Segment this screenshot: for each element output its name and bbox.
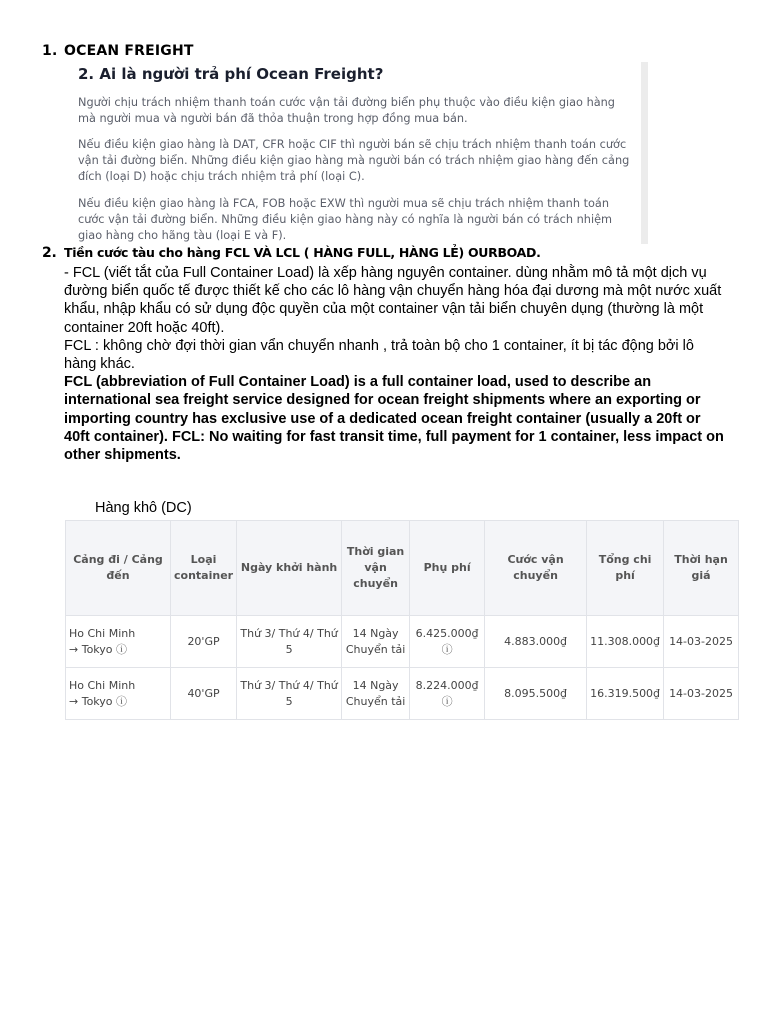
embedded-screenshot xyxy=(64,62,648,244)
table-header-row xyxy=(66,521,739,616)
table-row xyxy=(66,616,739,668)
header-departure: Ngày khởi hành xyxy=(237,521,342,616)
total-cell: 11.308.000₫ xyxy=(587,616,664,668)
route-origin: Ho Chi Minh xyxy=(69,678,136,692)
header-transit: Thời gian vận chuyển xyxy=(342,521,410,616)
container-cell: 40'GP xyxy=(171,668,237,720)
section-1-heading xyxy=(42,43,194,59)
route-destination[interactable]: → Tokyo ⓘ xyxy=(69,694,128,708)
section-1-title: OCEAN FREIGHT xyxy=(64,43,194,59)
header-total: Tổng chi phí xyxy=(587,521,664,616)
header-validity: Thời hạn giá xyxy=(664,521,739,616)
header-surcharge: Phụ phí xyxy=(410,521,485,616)
table-row xyxy=(66,668,739,720)
embedded-paragraph-2: Nếu điều kiện giao hàng là DAT, CFR hoặc CIF thì người bán sẽ chịu trách nhiệm thanh toán cước vận tải đường biển. Những điều kiện giao hàng mà người bán có trách nhiệm giao hàng đến cảng đích (loại D) hoặc chịu trách nhiệm trả phí (loại C). xyxy=(78,138,630,183)
fcl-benefits-vi: FCL : không chờ đợi thời gian vẩn chuyển nhanh , trả toàn bộ cho 1 container, ít bị tác động bởi lô hàng khác. xyxy=(64,337,694,373)
departure-cell: Thứ 3/ Thứ 4/ Thứ 5 xyxy=(237,616,342,668)
header-route: Cảng đi / Cảng đến xyxy=(66,521,171,616)
freight-cell: 8.095.500₫ xyxy=(485,668,587,720)
surcharge-cell[interactable]: 6.425.000₫ ⓘ xyxy=(410,616,485,668)
freight-cell: 4.883.000₫ xyxy=(485,616,587,668)
total-cell: 16.319.500₫ xyxy=(587,668,664,720)
embedded-title: 2. Ai là người trả phí Ocean Freight? xyxy=(78,65,384,83)
container-cell: 20'GP xyxy=(171,616,237,668)
section-2-heading xyxy=(42,245,541,261)
route-destination[interactable]: → Tokyo ⓘ xyxy=(69,642,128,656)
header-container: Loại container xyxy=(171,521,237,616)
section-2-title: Tiền cước tàu cho hàng FCL VÀ LCL ( HÀNG FULL, HÀNG LẺ) OURBOAD. xyxy=(64,245,541,260)
transit-cell: 14 Ngày Chuyển tải xyxy=(342,668,410,720)
route-cell xyxy=(66,668,171,720)
fcl-definition-en: FCL (abbreviation of Full Container Load) is a full container load, used to describe an international sea freight service designed for ocean freight shipments where an exporting or importing country has exclusive use of a dedicated ocean freight container (usually a 20ft or 40ft container). FCL: No waiting for fast transit time, full payment for 1 container, less impact on other shipments. xyxy=(64,374,724,464)
validity-cell: 14-03-2025 xyxy=(664,616,739,668)
embedded-scrollbar xyxy=(641,62,648,244)
route-cell xyxy=(66,616,171,668)
freight-rate-table xyxy=(65,520,739,720)
header-freight: Cước vận chuyển xyxy=(485,521,587,616)
validity-cell: 14-03-2025 xyxy=(664,668,739,720)
table-caption: Hàng khô (DC) xyxy=(95,500,192,516)
section-1-number: 1. xyxy=(42,43,58,59)
departure-cell: Thứ 3/ Thứ 4/ Thứ 5 xyxy=(237,668,342,720)
transit-cell: 14 Ngày Chuyển tải xyxy=(342,616,410,668)
embedded-paragraph-3: Nếu điều kiện giao hàng là FCA, FOB hoặc EXW thì người mua sẽ chịu trách nhiệm thanh toán cước vận tải đường biển. Những điều kiện giao hàng này có nghĩa là người bán có trách nhiệm giao hàng cho hãng tàu (loại E và F). xyxy=(78,197,613,242)
surcharge-cell[interactable]: 8.224.000₫ ⓘ xyxy=(410,668,485,720)
fcl-definition-vi: - FCL (viết tắt của Full Container Load) là xếp hàng nguyên container. dùng nhằm mô tả một dịch vụ đường biển quốc tế được thiết kế cho các lô hàng vận chuyển hàng hóa đại dương mà một nước xuất khẩu, nhập khẩu có sử dụng độc quyền của một container vận tải biển chuyên dụng (thường là một container 20ft hoặc 40ft). xyxy=(64,265,722,336)
section-2-body xyxy=(64,264,724,464)
section-2-number: 2. xyxy=(42,245,57,261)
embedded-paragraph-1: Người chịu trách nhiệm thanh toán cước vận tải đường biển phụ thuộc vào điều kiện giao hàng mà người mua và người bán đã thỏa thuận trong hợp đồng mua bán. xyxy=(78,96,615,125)
route-origin: Ho Chi Minh xyxy=(69,626,136,640)
